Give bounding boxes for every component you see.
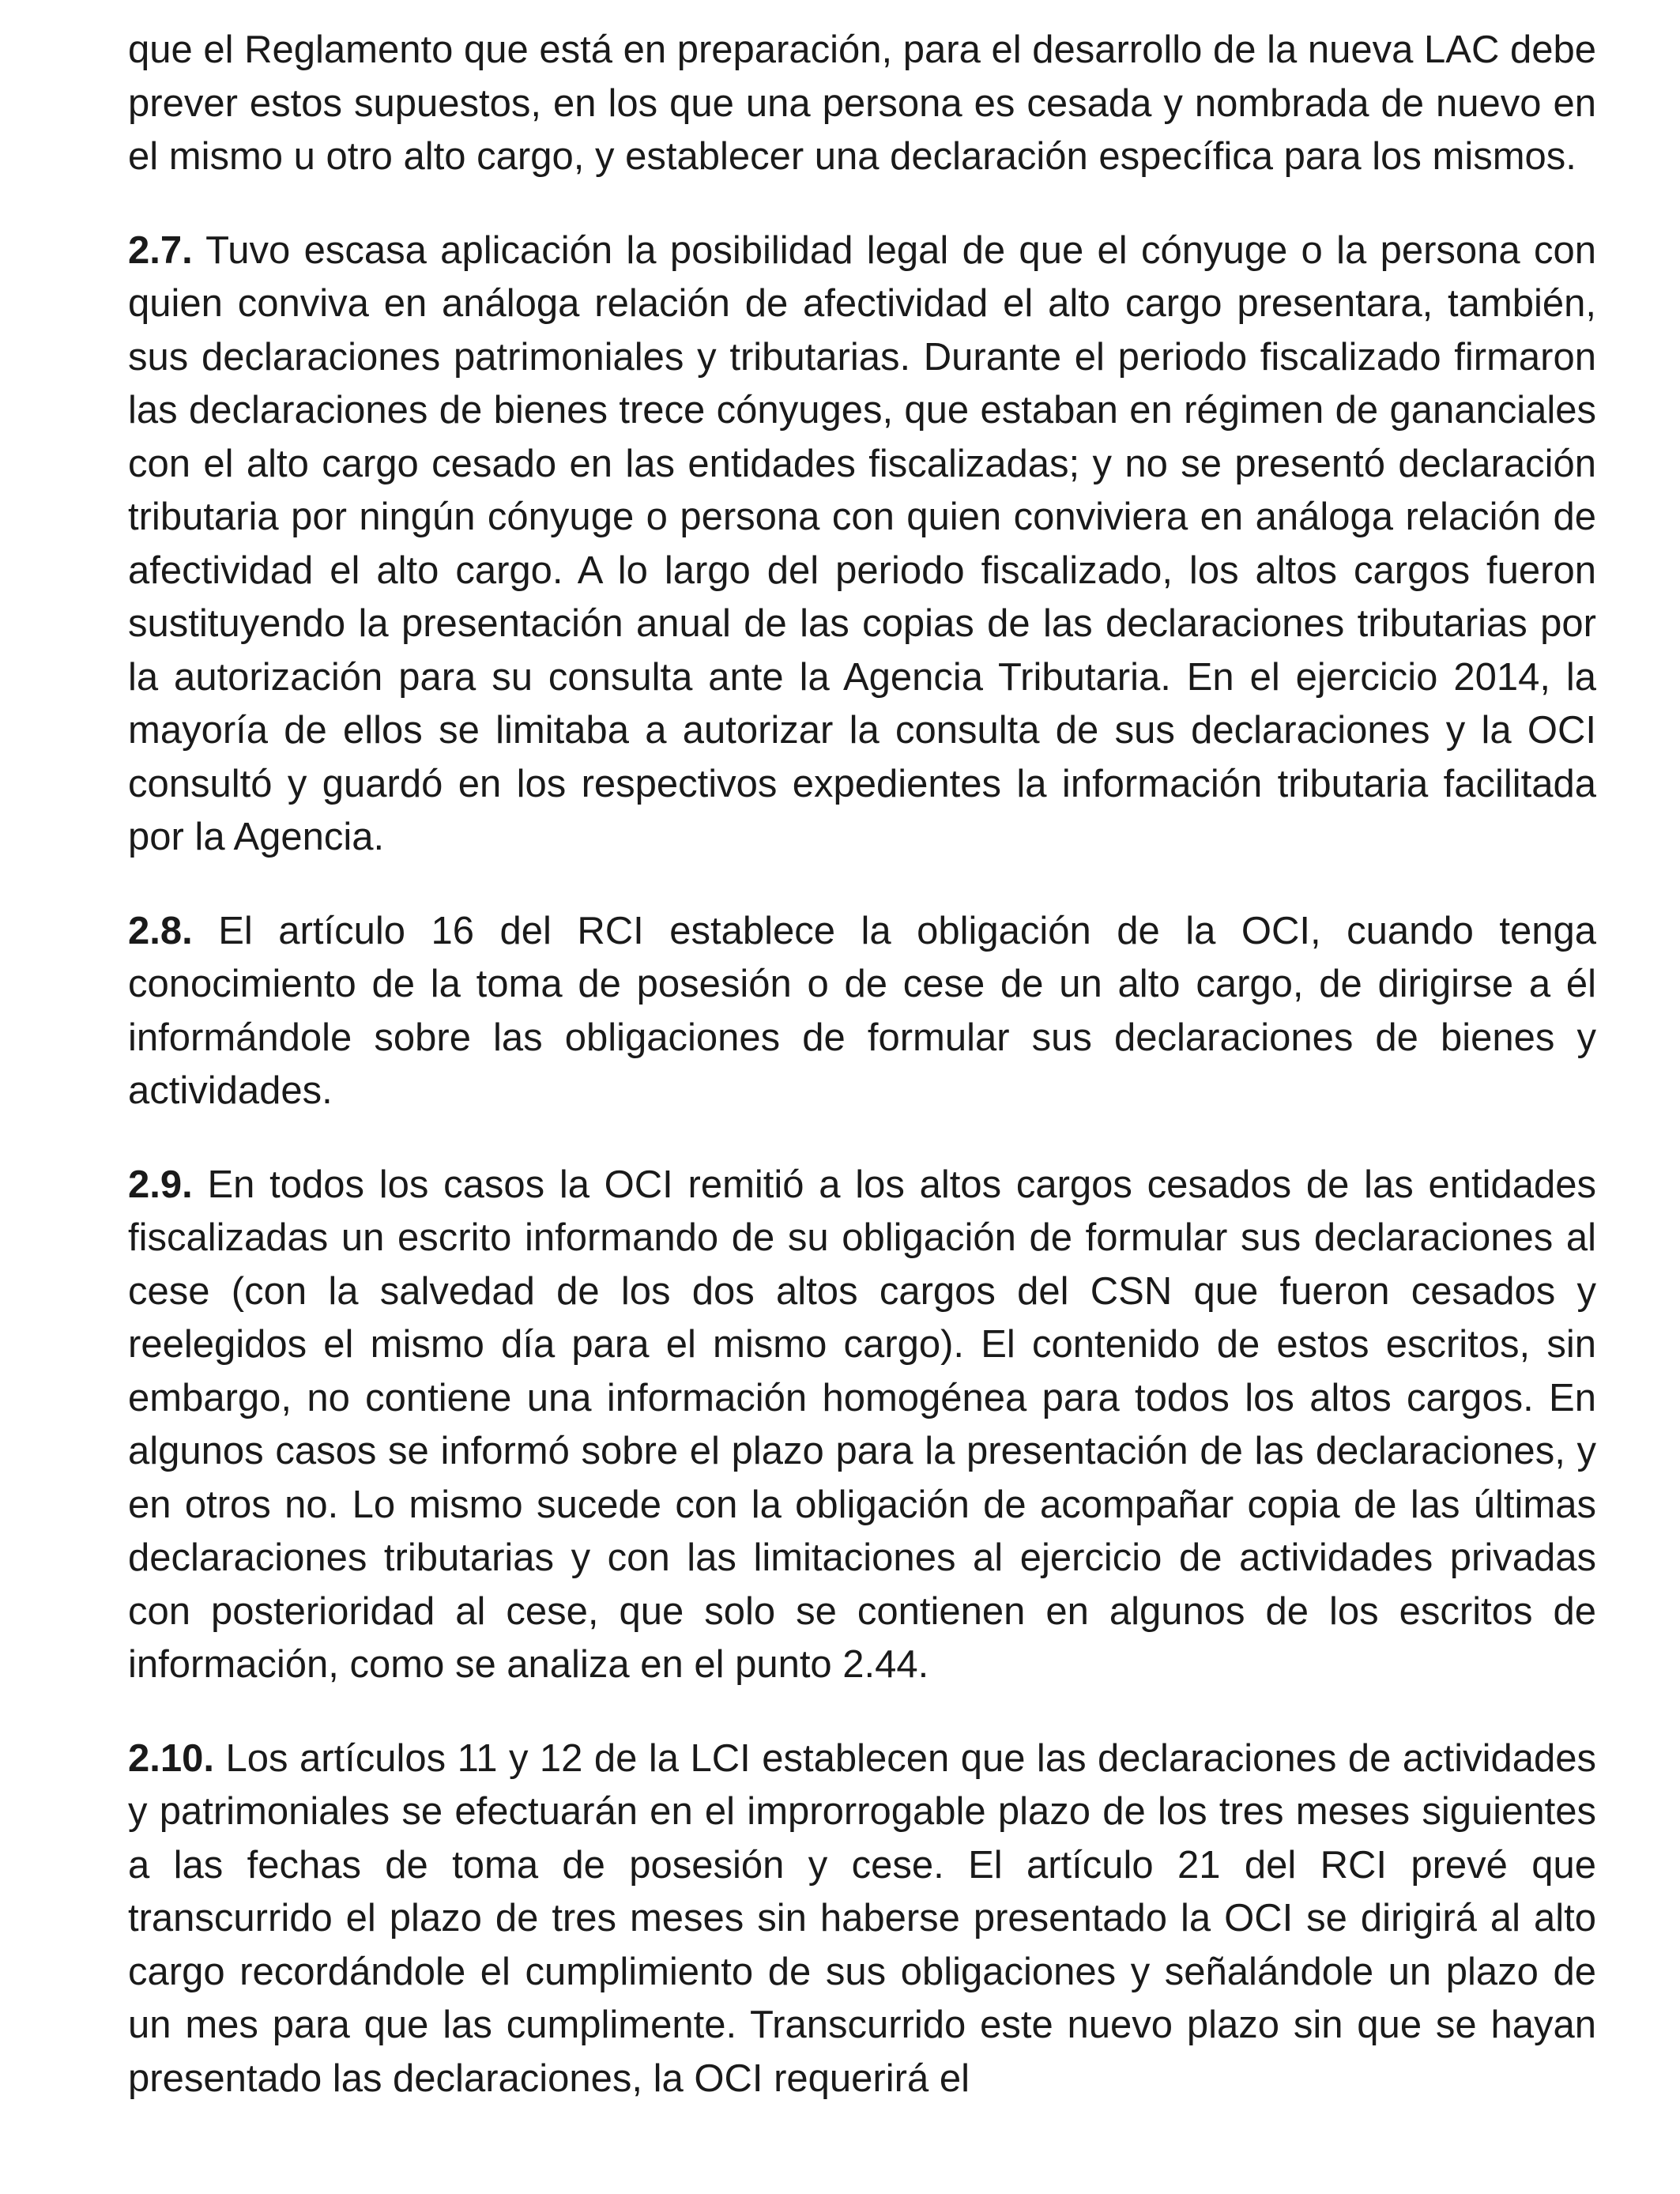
paragraph-2-7 [128,224,1596,865]
paragraph-text: Tuvo escasa aplicación la posibilidad legal de que el cónyuge o la persona con quien conviva en análoga relación de afectividad el alto cargo presentara, también, sus declaraciones patrimoniales y tributarias. Durante el periodo fiscalizado firmaron las declaraciones de bienes trece cónyuges, que estaban en régimen de gananciales con el alto cargo cesado en las entidades fiscalizadas; y no se presentó declaración tributaria por ningún cónyuge o persona con quien conviviera en análoga relación de afectividad el alto cargo. A lo largo del periodo fiscalizado, los altos cargos fueron sustituyendo la presentación anual de las copias de las declaraciones tributarias por la autorización para su consulta ante la Agencia Tributaria. En el ejercicio 2014, la mayoría de ellos se limitaba a autorizar la consulta de sus declaraciones y la OCI consultó y guardó en los respectivos expedientes la información tributaria facilitada por la Agencia. [128,228,1596,858]
document-page [128,24,1596,2146]
paragraph-text: Los artículos 11 y 12 de la LCI establecen que las declaraciones de actividades y patrimoniales se efectuarán en el improrrogable plazo de los tres meses siguientes a las fechas de toma de posesión y cese. El artículo 21 del RCI prevé que transcurrido el plazo de tres meses sin haberse presentado la OCI se dirigirá al alto cargo recordándole el cumplimiento de sus obligaciones y señalándole un plazo de un mes para que las cumplimente. Transcurrido este nuevo plazo sin que se hayan presentado las declaraciones, la OCI requerirá el [128,1736,1596,2100]
paragraph-number: 2.7. [128,228,193,272]
paragraph-text: que el Reglamento que está en preparación, para el desarrollo de la nueva LAC debe prever estos supuestos, en los que una persona es cesada y nombrada de nuevo en el mismo u otro alto cargo, y establecer una declaración específica para los mismos. [128,28,1596,178]
paragraph-number: 2.9. [128,1163,193,1206]
paragraph-2-9 [128,1159,1596,1692]
paragraph-number: 2.10. [128,1736,214,1780]
paragraph-number: 2.8. [128,909,193,952]
paragraph-continuation [128,24,1596,184]
paragraph-text: En todos los casos la OCI remitió a los altos cargos cesados de las entidades fiscalizadas un escrito informando de su obligación de formular sus declaraciones al cese (con la salvedad de los dos altos cargos del CSN que fueron cesados y reelegidos el mismo día para el mismo cargo). El contenido de estos escritos, sin embargo, no contiene una información homogénea para todos los altos cargos. En algunos casos se informó sobre el plazo para la presentación de las declaraciones, y en otros no. Lo mismo sucede con la obligación de acompañar copia de las últimas declaraciones tributarias y con las limitaciones al ejercicio de actividades privadas con posterioridad al cese, que solo se contienen en algunos de los escritos de información, como se analiza en el punto 2.44. [128,1163,1596,1686]
paragraph-2-10 [128,1732,1596,2106]
paragraph-2-8 [128,905,1596,1118]
paragraph-text: El artículo 16 del RCI establece la obligación de la OCI, cuando tenga conocimiento de la toma de posesión o de cese de un alto cargo, de dirigirse a él informándole sobre las obligaciones de formular sus declaraciones de bienes y actividades. [128,909,1596,1112]
